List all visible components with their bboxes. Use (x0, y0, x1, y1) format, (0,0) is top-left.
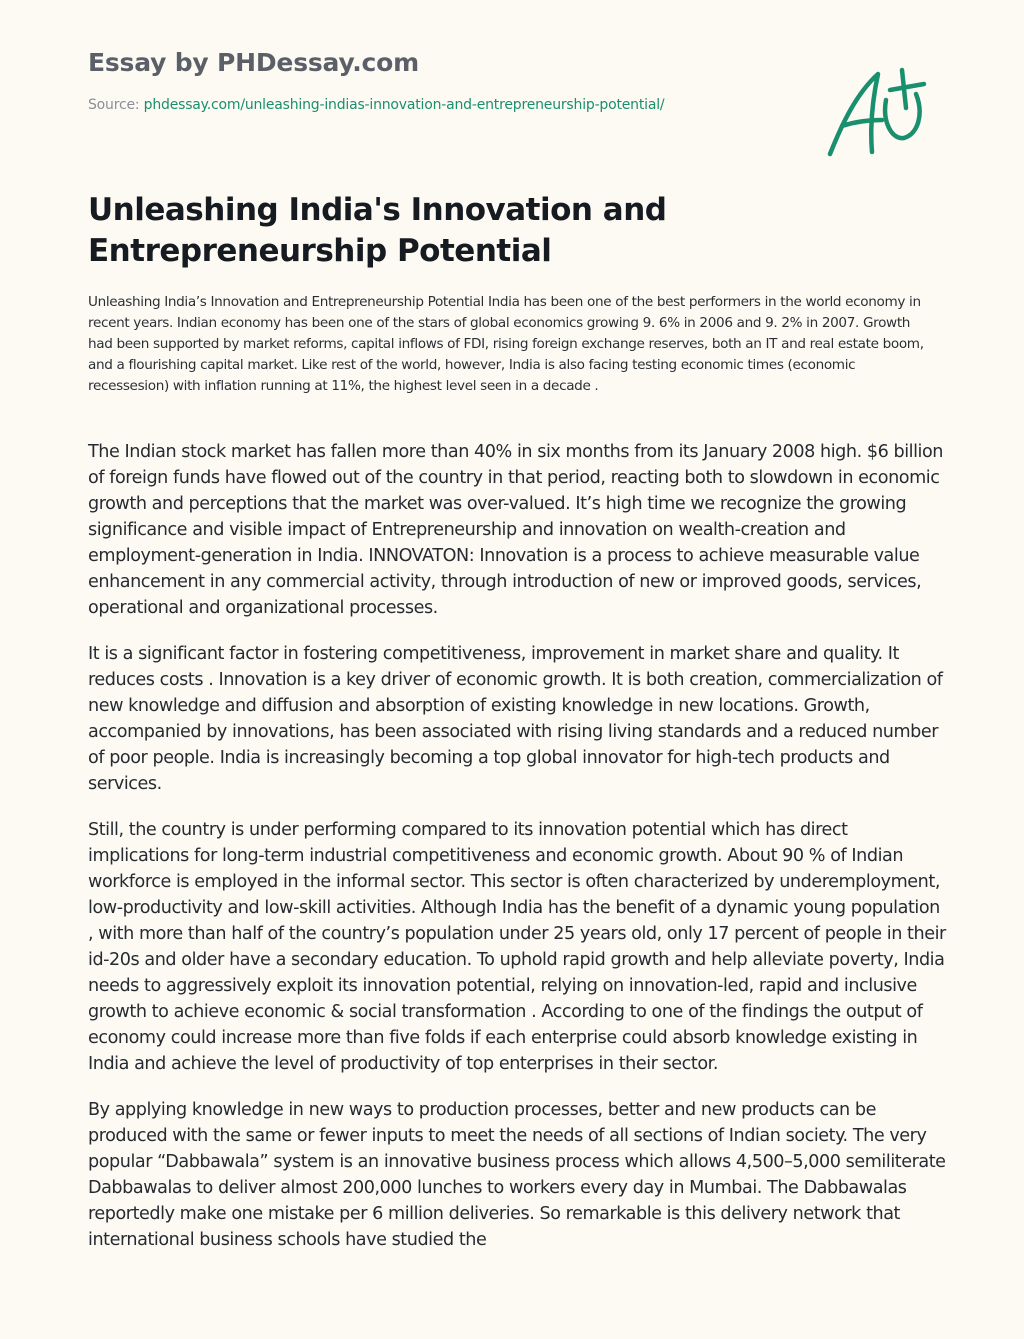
source-link[interactable]: phdessay.com/unleashing-indias-innovation-and-entrepreneurship-potential/ (143, 97, 665, 113)
site-brand: Essay by PHDessay.com (88, 48, 419, 77)
body-paragraph: Still, the country is under performing compared to its innovation potential which has direct implications for long-term industrial competitiveness and economic growth. About 90 % of Indian workforce is employed in the informal sector. This sector is often characterized by underemployment, low-productivity and low-skill activities. Although India has the benefit of a dynamic young population , with more than half of the country’s population under 25 years old, only 17 percent of people in their id-20s and older have a secondary education. To uphold rapid growth and help alleviate poverty, India needs to aggressively exploit its innovation potential, relying on innovation-led, rapid and inclusive growth to achieve economic & social transformation . According to one of the findings the output of economy could increase more than five folds if each enterprise could absorb knowledge existing in India and achieve the level of productivity of top enterprises in their sector. (88, 820, 946, 1074)
body-paragraph: It is a significant factor in fostering competitiveness, improvement in market share and quality. It reduces costs . Innovation is a key driver of economic growth. It is both creation, commercialization of new knowledge and diffusion and absorption of existing knowledge in new locations. Growth, accompanied by innovations, has been associated with rising living standards and a reduced number of poor people. India is increasingly becoming a top global innovator for high-tech products and services. (88, 644, 943, 794)
essay-intro: Unleashing India’s Innovation and Entrepreneurship Potential India has been one of the best performers in the world economy in recent years. Indian economy has been one of the stars of global economics growing 9. 6% in 2006 and 9. 2% in 2007. Growth had been supported by market reforms, capital inflows of FDI, rising foreign exchange reserves, both an IT and real estate boom, and a flourishing capital market. Like rest of the world, however, India is also facing testing economic times (economic recessesion) with inflation running at 11%, the highest level seen in a decade . (88, 294, 924, 394)
page-header (88, 48, 864, 113)
source-label: Source: (88, 97, 144, 113)
source-line (88, 97, 864, 113)
essay-title: Unleashing India's Innovation and Entrepreneurship Potential (88, 192, 667, 269)
body-paragraph: The Indian stock market has fallen more than 40% in six months from its January 2008 high. $6 billion of foreign funds have flowed out of the country in that period, reacting both to slowdown in economic growth and perceptions that the market was over-valued. It’s high time we recognize the growing significance and visible impact of Entrepreneurship and innovation on wealth-creation and employment-generation in India. INNOVATON: Innovation is a process to achieve measurable value enhancement in any commercial activity, through introduction of new or improved goods, services, operational and organizational processes. (88, 442, 943, 618)
essay-body (88, 439, 948, 1273)
a-plus-logo-icon (820, 62, 932, 162)
body-paragraph: By applying knowledge in new ways to production processes, better and new products can be produced with the same or fewer inputs to meet the needs of all sections of Indian society. The very popular “Dabbawala” system is an innovative business process which allows 4,500–5,000 semiliterate Dabbawalas to deliver almost 200,000 lunches to workers every day in Mumbai. The Dabbawalas reportedly make one mistake per 6 million deliveries. So remarkable is this delivery network that international business schools have studied the (88, 1100, 946, 1250)
